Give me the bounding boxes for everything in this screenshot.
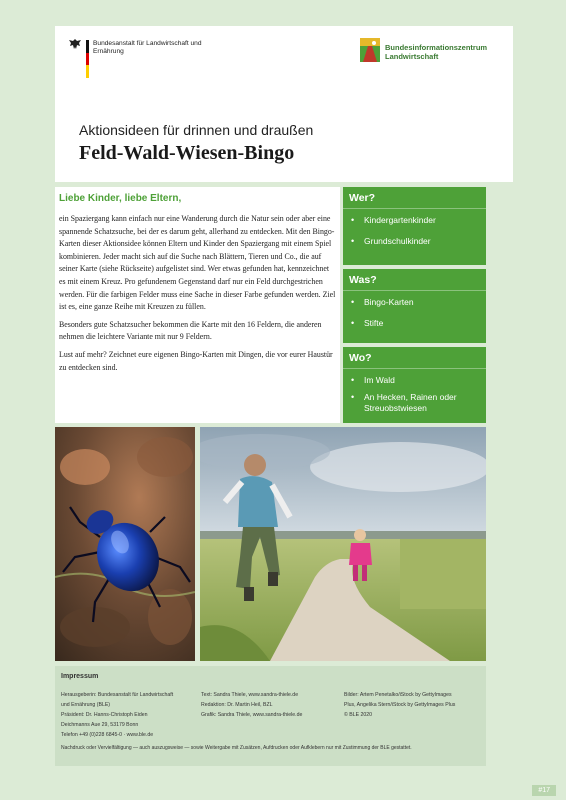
list-item: • An Hecken, Rainen oder Streuobstwiesen <box>349 392 480 414</box>
credits-info <box>201 690 341 720</box>
credits-line: Redaktion: Dr. Martin Heil, BZL <box>201 702 273 708</box>
publisher-line: Herausgeberin: Bundesanstalt für Landwirtschaft <box>61 692 174 698</box>
page-title: Feld-Wald-Wiesen-Bingo <box>79 142 295 164</box>
bzl-name-line2: Landwirtschaft <box>385 52 439 61</box>
where-heading: Wo? <box>349 352 480 364</box>
image-credit-line: Plus, Angelika Stern/iStock by GettyImages Plus <box>344 702 456 708</box>
what-heading: Was? <box>349 274 480 286</box>
bzl-logo-icon <box>360 38 380 62</box>
list-item: • Im Wald <box>349 375 480 386</box>
who-heading: Wer? <box>349 192 480 204</box>
where-box <box>343 347 486 423</box>
what-box <box>343 269 486 343</box>
list-item: • Grundschulkinder <box>349 236 480 247</box>
credits-line: Grafik: Sandra Thiele, www.sandra-thiele.de <box>201 712 303 718</box>
impressum-title: Impressum <box>61 673 99 680</box>
publisher-line: Telefon +49 (0)228 6845-0 · www.ble.de <box>61 732 154 738</box>
image-credit-line: © BLE 2020 <box>344 712 373 718</box>
children-photo <box>200 427 486 661</box>
copyright-notice: Nachdruck oder Vervielfältigung — auch auszugsweise — sowie Weitergabe mit Zusätzen, Aufdrucken oder Aufklebern nur mit Zustimmung der BLE gestattet. <box>61 745 412 751</box>
intro-paragraph: ein Spaziergang kann einfach nur eine Wanderung durch die Natur sein oder aber eine spannende Schatzsuche, bei der es darum geht, allerhand zu entdecken. Mit den Bingo-Karten dieser Aktionsidee können Eltern und Kinder den Spaziergang mit einem Spiel kombinieren. Jeder macht sich auf die Suche nach Blättern, Tieren und Co., die auf seiner Karte (siehe Rückseite) aufgelistet sind. Wer etwas gefunden hat, kennzeichnet es mit einem Kreuz. Pro gefundenem Gegenstand darf nur ein Feld durchgestrichen werden. Für die farbigen Felder muss eine Sache in dieser Farbe gefunden werden. Ziel ist es, eine ganze Reihe mit Kreuzen zu füllen. <box>59 214 336 312</box>
intro-heading: Liebe Kinder, liebe Eltern, <box>59 193 182 204</box>
beetle-photo <box>55 427 195 661</box>
list-item: • Stifte <box>349 318 480 329</box>
who-box <box>343 187 486 265</box>
publisher-line: Deichmanns Aue 29, 53179 Bonn <box>61 722 139 728</box>
publisher-line: und Ernährung (BLE) <box>61 702 111 708</box>
bzl-logo <box>360 38 500 64</box>
impressum <box>55 666 486 766</box>
image-credits <box>344 690 484 720</box>
list-item: • Kindergartenkinder <box>349 215 480 226</box>
bmel-name: Bundesanstalt für Landwirtschaft und Ernährung <box>93 40 202 55</box>
image-credit-line: Bilder: Artem Penetalko/iStock by GettyImages <box>344 692 452 698</box>
intro-paragraph: Lust auf mehr? Zeichnet eure eigenen Bingo-Karten mit Dingen, die vor eurer Haustür zu entdecken sind. <box>59 349 333 372</box>
german-flag-icon <box>86 40 89 78</box>
bzl-name <box>385 43 487 61</box>
publisher-line: Präsident: Dr. Hanns-Christoph Eiden <box>61 712 148 718</box>
credits-line: Text: Sandra Thiele, www.sandra-thiele.de <box>201 692 299 698</box>
intro-paragraph: Besonders gute Schatzsucher bekommen die Karte mit den 16 Feldern, die anderen nehmen die leichtere Variante mit nur 9 Feldern. <box>59 319 322 342</box>
page-number: #17 <box>532 785 556 796</box>
header <box>55 26 513 182</box>
publisher-info <box>61 690 199 740</box>
list-item: • Bingo-Karten <box>349 297 480 308</box>
intro-section <box>55 187 340 423</box>
bzl-name-line1: Bundesinformationszentrum <box>385 43 488 52</box>
bmel-logo <box>68 38 202 78</box>
page-subtitle: Aktionsideen für drinnen und draußen <box>79 122 314 138</box>
eagle-logo-icon <box>68 38 82 50</box>
